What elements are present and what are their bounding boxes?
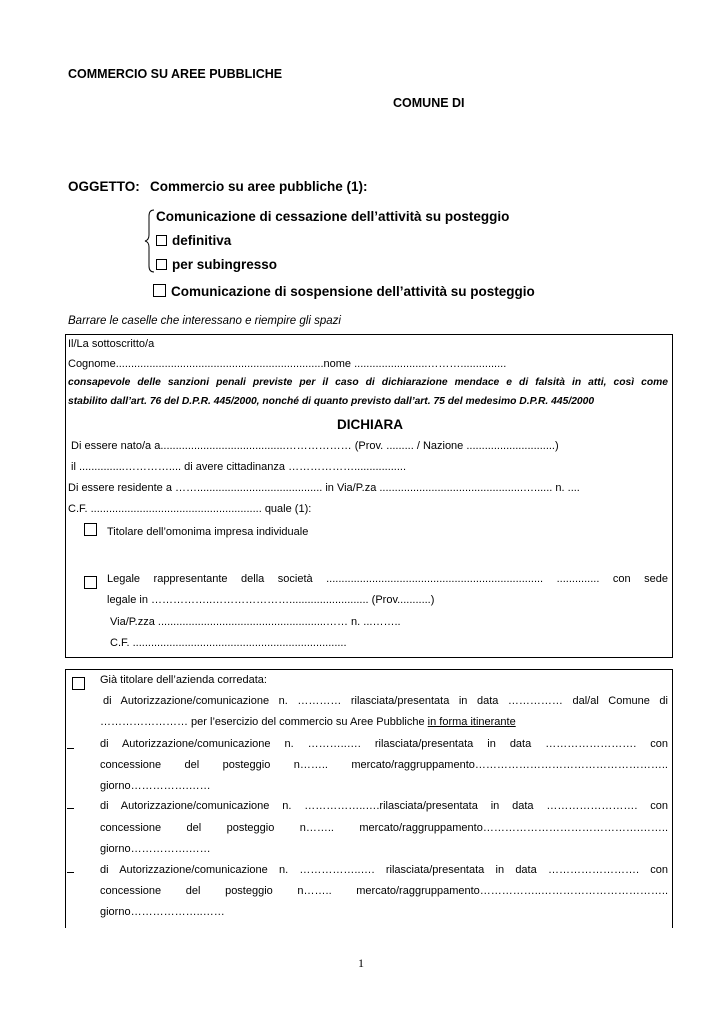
sospensione-label: Comunicazione di sospensione dell’attività su posteggio xyxy=(171,284,535,299)
document-title: COMMERCIO SU AREE PUBBLICHE xyxy=(68,67,283,81)
giorno-row-3[interactable]: giorno…………….…… xyxy=(100,843,211,855)
legale-rappresentante-field[interactable]: Legale rappresentante della società ....................................................................... .............. con sede xyxy=(107,573,668,585)
instruction-text: Barrare le caselle che interessano e riempire gli spazi xyxy=(68,315,341,327)
autorizzazione-row-1-detail[interactable] xyxy=(100,716,516,728)
curly-brace-icon xyxy=(144,208,156,274)
legale-checkbox[interactable] xyxy=(84,576,97,589)
bullet-dash xyxy=(67,872,74,873)
subingresso-option[interactable] xyxy=(156,257,277,272)
societa-cf-field[interactable]: C.F. ...................................................................... xyxy=(110,637,347,649)
giorno-row-4[interactable]: giorno………………..…… xyxy=(100,906,225,918)
cessazione-option: Comunicazione di cessazione dell’attività su posteggio xyxy=(156,209,510,224)
subingresso-checkbox[interactable] xyxy=(156,259,167,270)
autorizzazione-row-3[interactable]: di Autorizzazione/comunicazione n. ……………..….rilasciata/presentata in data ……………………. con xyxy=(100,800,668,812)
forma-itinerante-text: in forma itinerante xyxy=(427,716,516,728)
dichiara-heading: DICHIARA xyxy=(337,417,403,432)
consapevole-line-2: stabilito dall’art. 76 del D.P.R. 445/2000, nonché di quanto previsto dall’art. 75 del medesimo D.P.R. 445/2000 xyxy=(68,396,595,407)
gia-titolare-checkbox[interactable] xyxy=(72,677,85,690)
sospensione-option[interactable] xyxy=(153,284,535,299)
cittadinanza-field[interactable]: il ...............………….... di avere cittadinanza ………………................. xyxy=(68,461,407,473)
definitiva-label: definitiva xyxy=(172,233,232,248)
posteggio-row-2[interactable]: concessione del posteggio n…….. mercato/raggruppamento…………………………………………….. xyxy=(100,759,668,771)
gia-titolare-label: Già titolare dell’azienda corredata: xyxy=(100,674,267,686)
oggetto-text: Commercio su aree pubbliche (1): xyxy=(150,179,368,194)
definitiva-option[interactable] xyxy=(156,233,231,248)
titolare-option[interactable] xyxy=(84,523,308,538)
codice-fiscale-field[interactable]: C.F. ........................................................ quale (1): xyxy=(68,503,312,515)
autorizzazione-row-1[interactable]: di Autorizzazione/comunicazione n. ………… rilasciata/presentata in data …………… dal/al Comune di xyxy=(103,695,668,707)
sospensione-checkbox[interactable] xyxy=(153,284,166,297)
comune-label: COMUNE DI xyxy=(393,96,465,110)
page-number: 1 xyxy=(358,956,364,970)
sottoscritto-label: Il/La sottoscritto/a xyxy=(68,338,155,350)
autorizzazione-row-2[interactable]: di Autorizzazione/comunicazione n. ………..…. rilasciata/presentata in data ……………………. con xyxy=(100,738,668,750)
nato-field[interactable]: Di essere nato/a a.........................................……………… (Prov. ......... / Nazione .............................) xyxy=(68,440,559,452)
row-1-prefix: …………………… per l’esercizio del commercio su Aree Pubbliche xyxy=(100,716,428,728)
sede-legale-field[interactable]: legale in ……………..………………….......................... (Prov...........) xyxy=(107,594,435,606)
posteggio-row-3[interactable]: concessione del posteggio n…….. mercato/raggruppamento…………………………………….…….. xyxy=(100,822,668,834)
consapevole-line-1: consapevole delle sanzioni penali previste per il caso di dichiarazione mendace e di falsità in atti, così come xyxy=(68,377,668,388)
residenza-field[interactable]: Di essere residente a ……......................................... in Via/P.za ...............................................…...... n. .... xyxy=(68,482,580,494)
giorno-row-2[interactable]: giorno…………….…… xyxy=(100,780,211,792)
titolare-label: Titolare dell’omonima impresa individuale xyxy=(107,526,309,538)
cognome-nome-field[interactable]: Cognome....................................................................nome ........................………............... xyxy=(68,358,507,370)
subingresso-label: per subingresso xyxy=(172,257,278,272)
sede-via-field[interactable]: Via/P.zza .......................................................…… n. ...…….. xyxy=(110,616,401,628)
oggetto-label: OGGETTO: xyxy=(68,179,140,194)
posteggio-row-4[interactable]: concessione del posteggio n…….. mercato/raggruppamento……………..…………………………….. xyxy=(100,885,668,897)
autorizzazione-row-4[interactable]: di Autorizzazione/comunicazione n. ……………..…. rilasciata/presentata in data ……………………. con xyxy=(100,864,668,876)
titolare-checkbox[interactable] xyxy=(84,523,97,536)
bullet-dash xyxy=(67,748,74,749)
definitiva-checkbox[interactable] xyxy=(156,235,167,246)
bullet-dash xyxy=(67,808,74,809)
